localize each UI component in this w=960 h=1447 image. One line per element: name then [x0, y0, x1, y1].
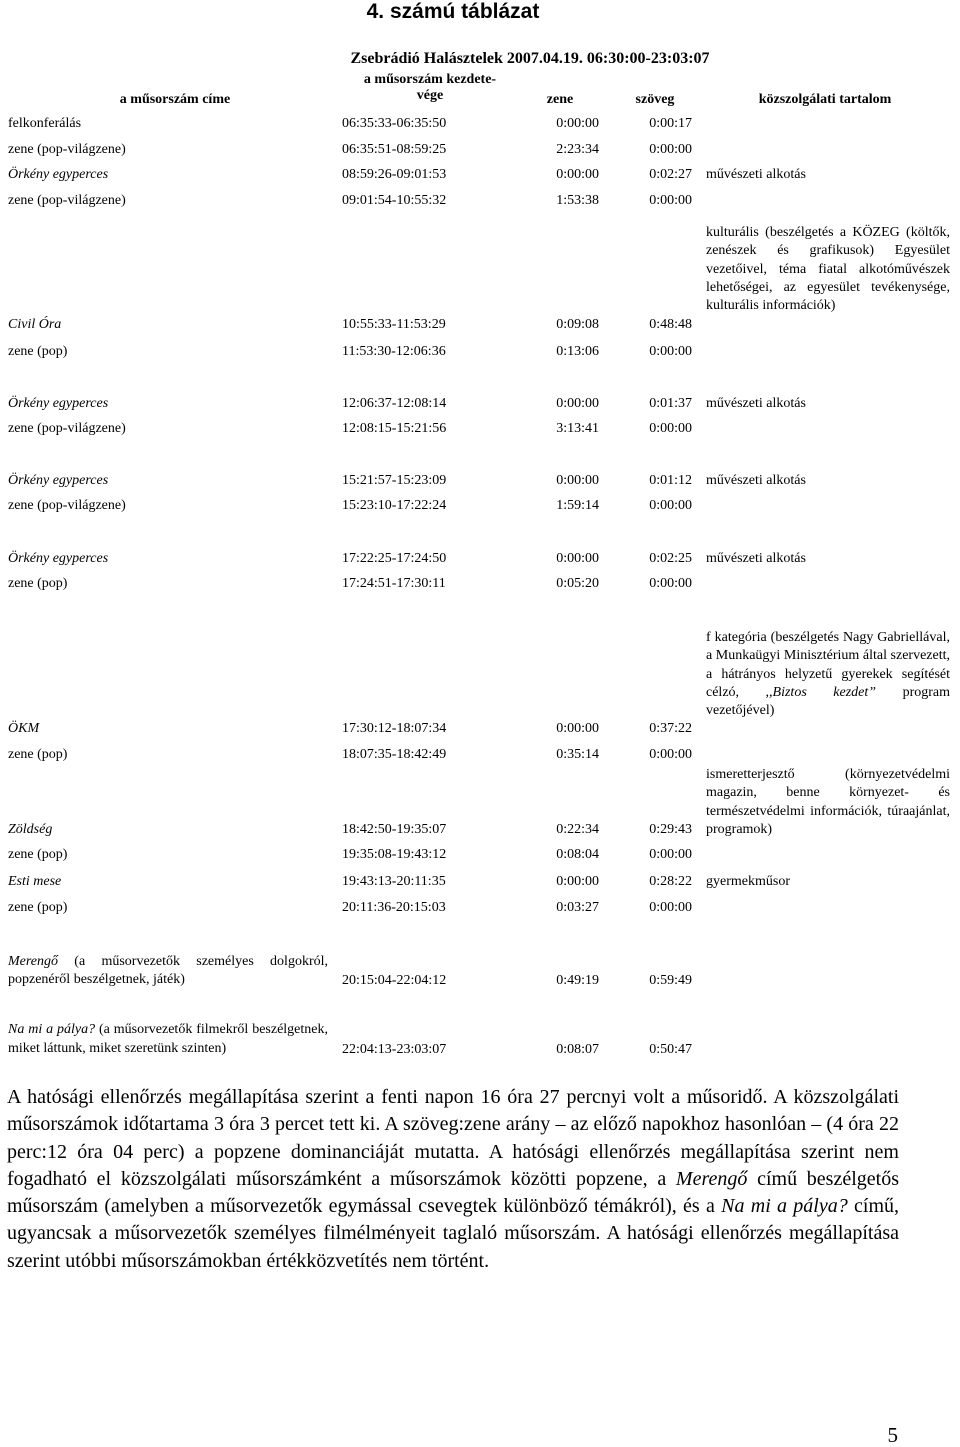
row-public-content: művészeti alkotás: [706, 167, 806, 182]
row-title: zene (pop): [8, 344, 68, 359]
row-title: Civil Óra: [8, 317, 62, 332]
row-szoveg: 0:00:00: [649, 498, 692, 513]
row-szoveg: 0:00:00: [649, 193, 692, 208]
row-time: 19:35:08-19:43:12: [342, 847, 447, 862]
row-zene: 0:22:34: [556, 822, 599, 837]
row-title: Esti mese: [8, 874, 62, 889]
row-szoveg: 0:02:27: [649, 167, 692, 182]
row-time: 06:35:33-06:35:50: [342, 116, 447, 131]
header-time-line2: vége: [416, 88, 444, 103]
row-szoveg: 0:00:00: [649, 747, 692, 762]
okm-text-a: f kategória (beszélgetés Nagy Gabriellával, a Munkaügyi Minisztérium által szervezett, a hátrányos helyzetű gyerekek segítését célzó,: [706, 630, 950, 700]
row-time: 11:53:30-12:06:36: [342, 344, 446, 359]
row-time: 17:22:25-17:24:50: [342, 551, 447, 566]
table-subtitle: Zsebrádió Halásztelek 2007.04.19. 06:30:00-23:03:07: [350, 50, 710, 67]
para-text-3: című, ugyancsak a műsorvezetők személyes filmélményeit taglaló műsorszám. A hatósági ellenőrzés megállapítása szerint utóbbi műsorszámokban értékközvetítés nem történt.: [7, 1195, 899, 1272]
row-szoveg: 0:59:49: [649, 973, 692, 988]
row-zene: 0:00:00: [556, 473, 599, 488]
row-time: 08:59:26-09:01:53: [342, 167, 447, 182]
row-szoveg: 0:00:00: [649, 576, 692, 591]
row-time: 20:15:04-22:04:12: [342, 973, 447, 988]
table-row: [0, 1003, 960, 1058]
header-time: [330, 72, 530, 104]
row-time: 17:24:51-17:30:11: [342, 576, 446, 591]
row-zene: 0:00:00: [556, 551, 599, 566]
row-title: zene (pop): [8, 847, 68, 862]
row-szoveg: 0:00:17: [649, 116, 692, 131]
public-content-okm: [706, 629, 950, 720]
row-zene: 2:23:34: [556, 142, 599, 157]
row-public-content: művészeti alkotás: [706, 396, 806, 411]
row-zene: 0:08:04: [556, 847, 599, 862]
row-zene: 0:00:00: [556, 116, 599, 131]
table-row: [0, 395, 960, 412]
row-time: 19:43:13-20:11:35: [342, 874, 446, 889]
row-title: zene (pop): [8, 747, 68, 762]
table-row: [0, 899, 960, 916]
row-time: 09:01:54-10:55:32: [342, 193, 447, 208]
table-row: [0, 316, 960, 333]
row-title-italic: Na mi a pálya?: [8, 1022, 96, 1038]
row-time: 17:30:12-18:07:34: [342, 721, 447, 736]
page-number: 5: [887, 1423, 898, 1447]
para-text-2: című beszélgetős műsorszám (amelyben a műsorvezetők egymással csevegtek különböző témákról), és a: [7, 1167, 899, 1218]
row-time: 12:08:15-15:21:56: [342, 421, 447, 436]
para-em-2: Na mi a pálya?: [721, 1195, 848, 1218]
row-title: Örkény egyperces: [8, 473, 109, 488]
findings-paragraph: [7, 1084, 899, 1275]
row-zene: 0:08:07: [556, 1042, 599, 1057]
row-time: 22:04:13-23:03:07: [342, 1042, 447, 1057]
row-title: zene (pop-világzene): [8, 498, 126, 513]
row-title-italic: Merengő: [8, 954, 59, 969]
table-row: [0, 846, 960, 863]
row-zene: 0:35:14: [556, 747, 599, 762]
row-zene: 0:00:00: [556, 396, 599, 411]
row-zene: 0:00:00: [556, 721, 599, 736]
public-content-zoldseg: ismeretterjesztő (környezetvédelmi magazin, benne környezet- és természetvédelmi információk, túraajánlat, programok): [706, 767, 950, 837]
table-row: [0, 746, 960, 763]
row-time: 18:42:50-19:35:07: [342, 822, 447, 837]
row-zene: 0:05:20: [556, 576, 599, 591]
row-zene: 1:59:14: [556, 498, 599, 513]
okm-text-b: program vezetőjével): [706, 684, 951, 719]
row-time: 15:21:57-15:23:09: [342, 473, 447, 488]
row-time: 15:23:10-17:22:24: [342, 498, 447, 513]
okm-text-em: ,,Biztos kezdet”: [765, 684, 877, 700]
row-title-rest: (a műsorvezetők filmekről beszélgetnek, miket láttunk, miket szeretünk szinten): [8, 1022, 328, 1056]
row-szoveg: 0:00:00: [649, 900, 692, 915]
row-szoveg: 0:28:22: [649, 874, 692, 889]
table-row: [0, 953, 960, 989]
row-time: 18:07:35-18:42:49: [342, 747, 447, 762]
para-text-1: A hatósági ellenőrzés megállapítása szerint a fenti napon 16 óra 27 percnyi volt a műsoridő. A közszolgálati műsorszámok időtartama 3 óra 3 percet tett ki. A szöveg:zene arány – az előző napokhoz hasonlóan – (4 óra 22 perc:12 óra 04 perc) a popzene dominanciáját mutatta. A hatósági ellenőrzés megállapítása szerint nem fogadható el közszolgálati műsorszámként a műsorszámok közötti popzene, a: [7, 1086, 899, 1190]
row-title: felkonferálás: [8, 116, 82, 131]
row-time: 12:06:37-12:08:14: [342, 396, 447, 411]
table-row: [0, 550, 960, 567]
page-title: 4. számú táblázat: [366, 0, 540, 23]
table-row: [0, 575, 960, 592]
row-title: Örkény egyperces: [8, 551, 109, 566]
row-title: ÖKM: [8, 721, 40, 736]
row-zene: 3:13:41: [556, 421, 599, 436]
row-szoveg: 0:48:48: [649, 317, 692, 332]
table-row: [0, 873, 960, 890]
row-title-rest: (a műsorvezetők személyes dolgokról, popzenéről beszélgetnek, játék): [8, 954, 328, 987]
para-em-1: Merengő: [675, 1167, 748, 1190]
table-row: [0, 420, 960, 437]
table-row: [0, 166, 960, 183]
row-title: [8, 1021, 328, 1058]
row-szoveg: 0:37:22: [649, 721, 692, 736]
row-zene: 0:09:08: [556, 317, 599, 332]
table-row: [0, 115, 960, 132]
row-title: [8, 953, 328, 989]
row-public-content: művészeti alkotás: [706, 551, 806, 566]
row-zene: 1:53:38: [556, 193, 599, 208]
row-zene: 0:13:06: [556, 344, 599, 359]
row-public-content: művészeti alkotás: [706, 473, 806, 488]
header-szoveg: szöveg: [635, 92, 675, 107]
row-szoveg: 0:00:00: [649, 421, 692, 436]
row-title: Örkény egyperces: [8, 396, 109, 411]
row-time: 06:35:51-08:59:25: [342, 142, 447, 157]
row-zene: 0:49:19: [556, 973, 599, 988]
table-row: [0, 343, 960, 360]
header-title: a műsorszám címe: [119, 92, 231, 107]
table-row: [0, 141, 960, 158]
table-row: [0, 472, 960, 489]
row-szoveg: 0:29:43: [649, 822, 692, 837]
row-title: zene (pop-világzene): [8, 193, 126, 208]
row-szoveg: 0:00:00: [649, 142, 692, 157]
row-zene: 0:03:27: [556, 900, 599, 915]
row-title: zene (pop): [8, 576, 68, 591]
table-row: [0, 497, 960, 514]
row-title: zene (pop): [8, 900, 68, 915]
row-title: zene (pop-világzene): [8, 142, 126, 157]
row-zene: 0:00:00: [556, 874, 599, 889]
row-public-content: gyermekműsor: [706, 874, 790, 889]
row-szoveg: 0:00:00: [649, 847, 692, 862]
row-szoveg: 0:01:37: [649, 396, 692, 411]
header-time-line1: a műsorszám kezdete-: [363, 72, 497, 87]
row-szoveg: 0:50:47: [649, 1042, 692, 1057]
row-title: Örkény egyperces: [8, 167, 109, 182]
row-title: Zöldség: [8, 822, 53, 837]
header-public: közszolgálati tartalom: [758, 92, 892, 107]
row-time: 20:11:36-20:15:03: [342, 900, 446, 915]
row-zene: 0:00:00: [556, 167, 599, 182]
header-zene: zene: [546, 92, 574, 107]
table-row: [0, 192, 960, 209]
public-content-civil-ora: kulturális (beszélgetés a KÖZEG (költők, zenészek és grafikusok) Egyesület vezetőivel, téma fiatal alkotóművészek lehetőségei, az egyesület tevékenysége, kulturális információk): [706, 225, 950, 314]
row-szoveg: 0:00:00: [649, 344, 692, 359]
table-row: [0, 720, 960, 737]
row-time: 10:55:33-11:53:29: [342, 317, 446, 332]
row-szoveg: 0:01:12: [649, 473, 692, 488]
row-title: zene (pop-világzene): [8, 421, 126, 436]
row-szoveg: 0:02:25: [649, 551, 692, 566]
